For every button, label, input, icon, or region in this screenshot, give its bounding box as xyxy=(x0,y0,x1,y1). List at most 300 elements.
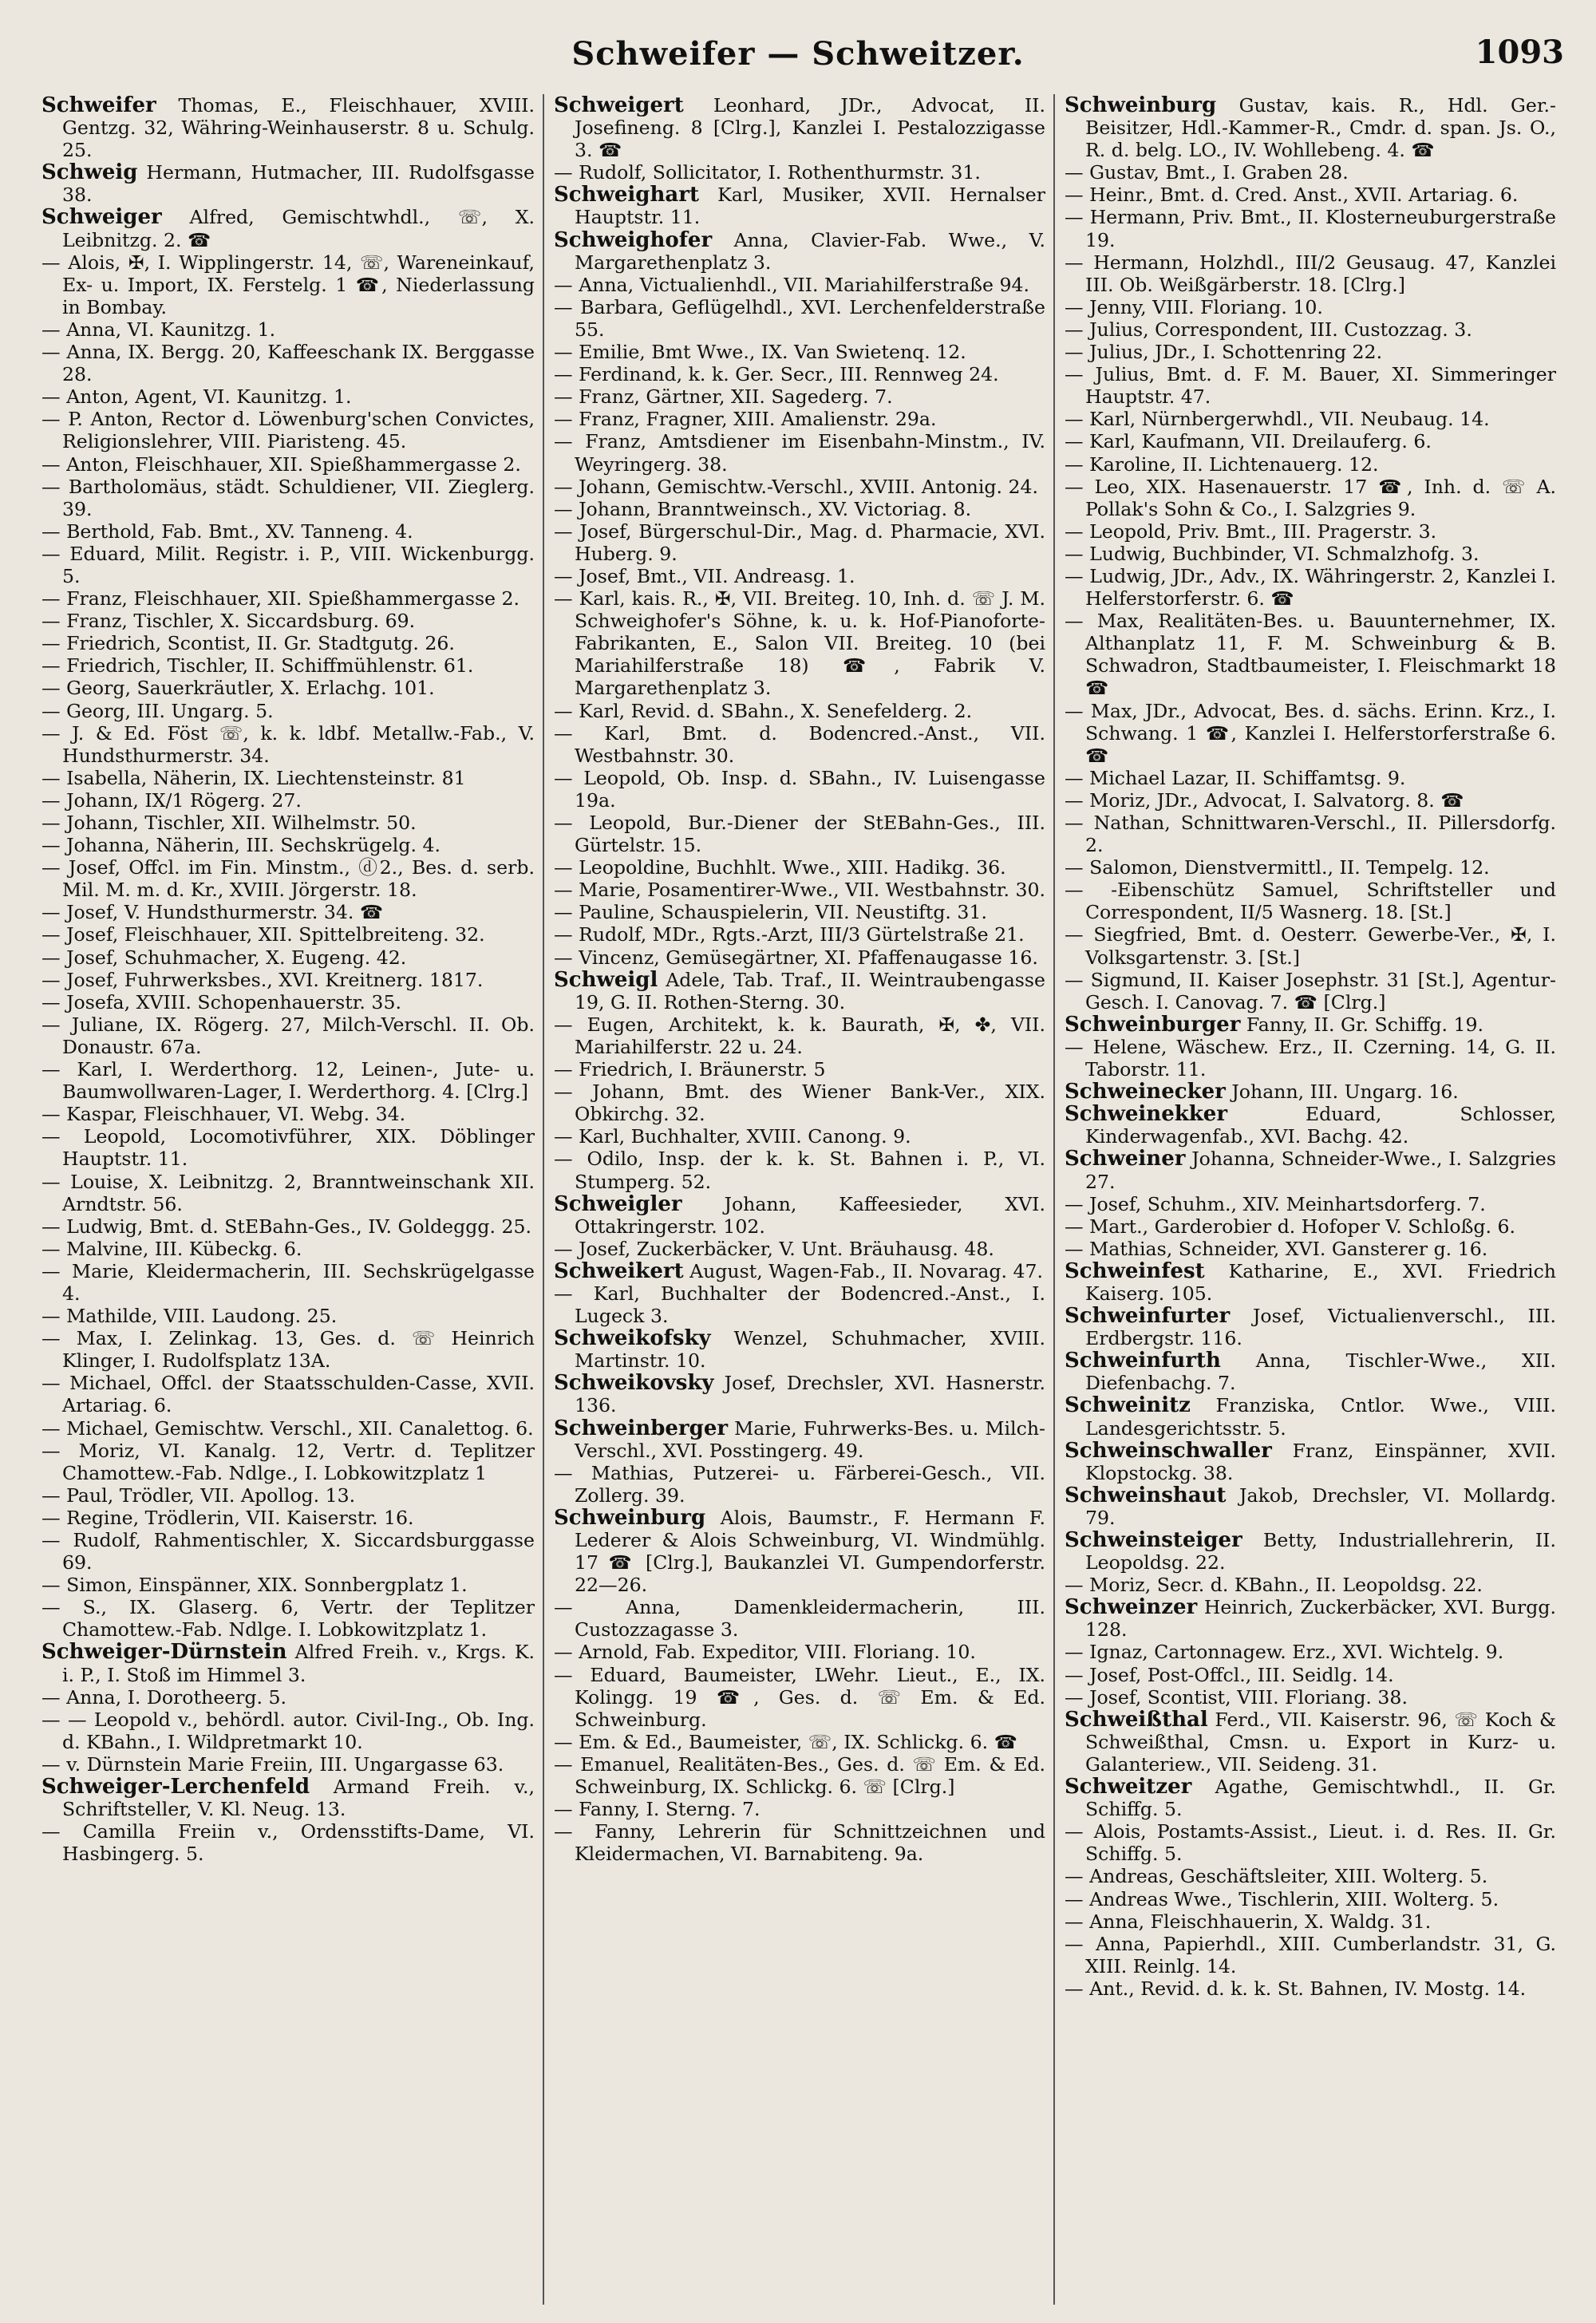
directory-entry xyxy=(554,767,1045,812)
entry-text: — Alois, Postamts-Assist., Lieut. i. d. Res. II. Gr. Schiffg. 5. xyxy=(1065,1820,1556,1866)
entry-text: Katharine, E., XVI. Friedrich Kaiserg. 105. xyxy=(1085,1259,1556,1305)
entry-text: Hermann, Hutmacher, III. Rudolfsgasse 38. xyxy=(62,161,535,207)
directory-entry xyxy=(41,385,535,408)
entry-text: Johanna, Schneider-Wwe., I. Salzgries 27. xyxy=(1085,1148,1556,1193)
entry-text: — Marie, Posamentirer-Wwe., VII. Westbahnstr. 30. xyxy=(554,879,1045,902)
directory-entry xyxy=(554,587,1045,699)
entry-text: — Ant., Revid. d. k. k. St. Bahnen, IV. Mostg. 14. xyxy=(1065,1977,1527,2000)
entry-text: — Karl, Bmt. d. Bodencred.-Anst., VII. Westbahnstr. 30. xyxy=(554,721,1045,767)
entry-text: — Karl, I. Werderthorg. 12, Leinen-, Jute- u. Baumwollwaren-Lager, I. Werderthorg. 4. [Clrg.] xyxy=(41,1058,535,1104)
directory-entry xyxy=(554,1507,1045,1596)
entry-text: — Josef, Schuhm., XIV. Meinhartsdorferg. 7. xyxy=(1065,1192,1486,1215)
entry-text: — Max, JDr., Advocat, Bes. d. sächs. Erinn. Krz., I. Schwang. 1 ☎, Kanzlei I. Helferstorferstraße 6. ☎ xyxy=(1065,699,1556,767)
directory-entry xyxy=(41,341,535,385)
directory-entry xyxy=(554,385,1045,408)
surname-heading: Schweigler xyxy=(554,1191,682,1216)
entry-text: — Sigmund, II. Kaiser Josephstr. 31 [St.], Agentur-Gesch. I. Canovag. 7. ☎ [Clrg.] xyxy=(1065,968,1556,1013)
entry-text: — Josef, Fleischhauer, XII. Spittelbreiteng. 32. xyxy=(41,923,485,946)
directory-entry xyxy=(1065,430,1556,452)
directory-entry xyxy=(41,1440,535,1484)
directory-entry xyxy=(554,1596,1045,1641)
directory-entry xyxy=(41,901,535,923)
entry-text: — Georg, Sauerkräutler, X. Erlachg. 101. xyxy=(41,677,435,700)
entry-text: — Jenny, VIII. Floriang. 10. xyxy=(1065,295,1323,318)
directory-entry xyxy=(41,408,535,452)
directory-entry xyxy=(554,901,1045,923)
directory-entry xyxy=(554,476,1045,498)
entry-text: — Max, I. Zelinkag. 13, Ges. d. ☏ Heinrich Klinger, I. Rudolfsplatz 13A. xyxy=(41,1327,535,1373)
directory-entry xyxy=(41,789,535,812)
directory-entry xyxy=(554,430,1045,475)
entry-text: Karl, Musiker, XVII. Hernalser Hauptstr. 11. xyxy=(575,184,1045,229)
directory-entry xyxy=(554,722,1045,767)
entry-text: — Johann, Tischler, XII. Wilhelmstr. 50. xyxy=(41,812,417,834)
directory-entry xyxy=(1065,1081,1556,1103)
directory-entry xyxy=(1065,1440,1556,1484)
directory-entry xyxy=(41,1305,535,1327)
directory-entry xyxy=(1065,1888,1556,1910)
directory-entry xyxy=(554,1372,1045,1416)
entry-text: — Berthold, Fab. Bmt., XV. Tanneng. 4. xyxy=(41,520,413,543)
directory-entry xyxy=(41,161,535,206)
entry-text: — — Leopold v., behördl. autor. Civil-Ing., Ob. Ing. d. KBahn., I. Wildpretmarkt 10. xyxy=(41,1708,535,1753)
directory-entry xyxy=(41,1417,535,1440)
directory-entry xyxy=(1065,1193,1556,1215)
entry-text: — Fanny, Lehrerin für Schnittzeichnen und Kleidermachen, VI. Barnabiteng. 9a. xyxy=(554,1820,1045,1866)
entry-text: — Alois, ✠, I. Wipplingerstr. 14, ☏, Wareneinkauf, Ex- u. Import, IX. Ferstelg. 1 ☎, Niederlassung in Bombay. xyxy=(41,251,535,318)
surname-heading: Schweikofsky xyxy=(554,1326,711,1351)
entry-text: — Eduard, Milit. Registr. i. P., VIII. Wickenburgg. 5. xyxy=(41,542,535,587)
entry-text: — Johanna, Näherin, III. Sechskrügelg. 4. xyxy=(41,834,440,857)
entry-text: Ferd., VII. Kaiserstr. 96, ☏ Koch & Schweißthal, Cmsn. u. Export in Kurz- u. Galanteriew., VII. Seideng. 31. xyxy=(1085,1708,1556,1776)
directory-entry xyxy=(1065,1596,1556,1641)
entry-text: — Paul, Trödler, VII. Apollog. 13. xyxy=(41,1483,356,1507)
directory-entry xyxy=(1065,251,1556,296)
directory-entry xyxy=(554,1238,1045,1260)
entry-text: — Moriz, JDr., Advocat, I. Salvatorg. 8. ☎ xyxy=(1065,788,1464,812)
entry-text: Marie, Fuhrwerks-Bes. u. Milch-Verschl., XVI. Posstingerg. 49. xyxy=(575,1416,1045,1462)
directory-entry xyxy=(1065,1686,1556,1709)
directory-entry xyxy=(1065,1865,1556,1887)
directory-entry xyxy=(1065,1148,1556,1192)
directory-entry xyxy=(41,610,535,632)
surname-heading: Schweiner xyxy=(1065,1147,1186,1171)
entry-text: — Friedrich, Scontist, II. Gr. Stadtgutg. 26. xyxy=(41,632,455,655)
page-number: 1093 xyxy=(1475,34,1564,71)
entry-text: Eduard, Schlosser, Kinderwagenfab., XVI. Bachg. 42. xyxy=(1085,1103,1556,1148)
directory-entry xyxy=(1065,923,1556,968)
directory-entry xyxy=(1065,1529,1556,1574)
entry-text: Johann, Kaffeesieder, XVI. Ottakringerstr. 102. xyxy=(575,1192,1045,1238)
directory-entry xyxy=(41,1372,535,1416)
directory-entry xyxy=(554,1327,1045,1372)
entry-text: — Josef, Post-Offcl., III. Seidlg. 14. xyxy=(1065,1663,1394,1686)
directory-entry xyxy=(41,1641,535,1685)
directory-entry xyxy=(554,1417,1045,1462)
directory-entry xyxy=(554,1081,1045,1125)
entry-text: — Anna, VI. Kaunitzg. 1. xyxy=(41,318,276,341)
running-head xyxy=(0,32,1596,88)
directory-entry xyxy=(554,1753,1045,1798)
surname-heading: Schweighofer xyxy=(554,227,713,252)
entry-text: — Simon, Einspänner, XIX. Sonnbergplatz 1. xyxy=(41,1574,468,1597)
directory-entry xyxy=(1065,1641,1556,1663)
entry-text: Josef, Victualienverschl., III. Erdbergstr. 116. xyxy=(1085,1305,1556,1350)
entry-text: Anna, Tischler-Wwe., XII. Diefenbachg. 7. xyxy=(1085,1349,1556,1395)
entry-text: — Andreas Wwe., Tischlerin, XIII. Wolterg. 5. xyxy=(1065,1887,1499,1910)
directory-entry xyxy=(41,834,535,856)
directory-entry xyxy=(554,229,1045,274)
directory-entry xyxy=(1065,969,1556,1013)
entry-text: — Friedrich, Tischler, II. Schiffmühlenstr. 61. xyxy=(41,654,474,678)
entry-text: — Leopoldine, Buchhlt. Wwe., XIII. Hadikg. 36. xyxy=(554,856,1006,879)
entry-text: Johann, III. Ungarg. 16. xyxy=(1225,1081,1459,1104)
directory-entry xyxy=(41,722,535,767)
directory-entry xyxy=(554,856,1045,879)
entry-text: — Josefa, XVIII. Schopenhauerstr. 35. xyxy=(41,990,401,1013)
entry-text: — Friedrich, I. Bräunerstr. 5 xyxy=(554,1058,826,1081)
entry-text: — Franz, Gärtner, XII. Sagederg. 7. xyxy=(554,385,893,409)
directory-entry xyxy=(554,1058,1045,1081)
surname-heading: Schweinburger xyxy=(1065,1012,1241,1037)
entry-text: — Josef, Offcl. im Fin. Minstm., ⓓ2., Bes. d. serb. Mil. M. m. d. Kr., XVIII. Jörgerstr. 18. xyxy=(41,856,535,902)
directory-entry xyxy=(41,476,535,520)
entry-text: — Karl, Buchhalter der Bodencred.-Anst., I. Lugeck 3. xyxy=(554,1282,1045,1328)
entry-text: — Josef, Bmt., VII. Andreasg. 1. xyxy=(554,564,855,587)
directory-entry xyxy=(1065,856,1556,879)
directory-entry xyxy=(1065,1709,1556,1776)
directory-entry xyxy=(41,677,535,699)
surname-heading: Schweifer xyxy=(41,94,156,117)
entry-text: — Karl, Buchhalter, XVIII. Canong. 9. xyxy=(554,1125,911,1148)
directory-entry xyxy=(41,543,535,587)
surname-heading: Schweiger-Dürnstein xyxy=(41,1640,287,1665)
entry-text: — Emanuel, Realitäten-Bes., Ges. d. ☏ Em. & Ed. Schweinburg, IX. Schlickg. 6. ☏ [Clrg.] xyxy=(554,1752,1045,1799)
directory-entry xyxy=(1065,1238,1556,1260)
column-middle xyxy=(543,94,1053,2305)
directory-entry xyxy=(1065,184,1556,206)
directory-entry xyxy=(554,700,1045,722)
directory-entry xyxy=(1065,1574,1556,1596)
entry-text: — Isabella, Näherin, IX. Liechtensteinstr. 81 xyxy=(41,766,466,789)
directory-entry xyxy=(1065,812,1556,856)
entry-text: — Heinr., Bmt. d. Cred. Anst., XVII. Artariag. 6. xyxy=(1065,184,1519,207)
surname-heading: Schweinschwaller xyxy=(1065,1438,1272,1463)
entry-text: Alfred, Gemischtwhdl., ☏, X. Leibnitzg. 2. ☎ xyxy=(62,206,535,251)
directory-entry xyxy=(1065,318,1556,341)
entry-text: — Anna, Victualienhdl., VII. Mariahilferstraße 94. xyxy=(554,273,1030,296)
entry-text: — Hermann, Priv. Bmt., II. Klosterneuburgerstraße 19. xyxy=(1065,206,1556,251)
surname-heading: Schweinfurth xyxy=(1065,1349,1221,1373)
directory-entry xyxy=(554,341,1045,363)
entry-text: Josef, Drechsler, XVI. Hasnerstr. 136. xyxy=(575,1372,1045,1417)
directory-entry xyxy=(554,1820,1045,1865)
entry-text: — Salomon, Dienstvermittl., II. Tempelg. 12. xyxy=(1065,856,1490,879)
entry-text: — Leopold, Priv. Bmt., III. Pragerstr. 3. xyxy=(1065,520,1437,543)
entry-text: — Ferdinand, k. k. Ger. Secr., III. Rennweg 24. xyxy=(554,363,999,386)
entry-text: Fanny, II. Gr. Schiffg. 19. xyxy=(1240,1013,1484,1036)
directory-entry xyxy=(1065,1394,1556,1439)
entry-text: — -Eibenschütz Samuel, Schriftsteller und Correspondent, II/5 Wasnerg. 18. [St.] xyxy=(1065,879,1556,924)
entry-text: — Michael Lazar, II. Schiffamtsg. 9. xyxy=(1065,766,1406,789)
directory-entry xyxy=(41,1125,535,1170)
entry-text: — Georg, III. Ungarg. 5. xyxy=(41,699,274,722)
directory-entry xyxy=(1065,1260,1556,1305)
directory-entry xyxy=(41,1686,535,1709)
directory-entry xyxy=(41,1753,535,1776)
directory-entry xyxy=(554,1641,1045,1663)
directory-entry xyxy=(41,1260,535,1305)
directory-entry xyxy=(554,1731,1045,1753)
directory-entry xyxy=(1065,1349,1556,1394)
entry-text: — Camilla Freiin v., Ordensstifts-Dame, VI. Hasbingerg. 5. xyxy=(41,1820,535,1866)
directory-entry xyxy=(1065,520,1556,543)
surname-heading: Schweigert xyxy=(554,94,684,117)
entry-text: — Malvine, III. Kübeckg. 6. xyxy=(41,1237,302,1260)
directory-entry xyxy=(41,654,535,677)
surname-heading: Schweinfest xyxy=(1065,1258,1205,1283)
directory-entry xyxy=(41,1238,535,1260)
entry-text: — Josef, Schuhmacher, X. Eugeng. 42. xyxy=(41,946,407,969)
directory-entry xyxy=(1065,476,1556,520)
entry-text: — Anna, Fleischhauerin, X. Waldg. 31. xyxy=(1065,1910,1432,1933)
directory-entry xyxy=(41,1529,535,1574)
entry-text: — Ignaz, Cartonnagew. Erz., XVI. Wichtelg. 9. xyxy=(1065,1641,1504,1664)
directory-entry xyxy=(554,408,1045,430)
directory-entry xyxy=(1065,161,1556,184)
directory-entry xyxy=(41,1596,535,1641)
surname-heading: Schweighart xyxy=(554,183,699,207)
directory-entry xyxy=(554,1798,1045,1820)
entry-text: — Johann, Branntweinsch., XV. Victoriag. 8. xyxy=(554,497,972,520)
entry-text: — Rudolf, Rahmentischler, X. Siccardsburggasse 69. xyxy=(41,1529,535,1574)
entry-text: Franz, Einspänner, XVII. Klopstockg. 38. xyxy=(1085,1439,1556,1484)
entry-text: — Anna, Damenkleidermacherin, III. Custozzagasse 3. xyxy=(554,1596,1045,1642)
entry-text: — Fanny, I. Sterng. 7. xyxy=(554,1798,760,1821)
directory-entry xyxy=(554,812,1045,856)
surname-heading: Schweinfurter xyxy=(1065,1304,1231,1329)
directory-entry xyxy=(554,879,1045,901)
entry-text: Agathe, Gemischtwhdl., II. Gr. Schiffg. 5. xyxy=(1085,1776,1556,1821)
directory-entry xyxy=(1065,1820,1556,1865)
directory-entry xyxy=(554,923,1045,946)
directory-entry xyxy=(41,700,535,722)
directory-entry xyxy=(554,969,1045,1013)
surname-heading: Schweig xyxy=(41,160,138,185)
entry-text: — Juliane, IX. Rögerg. 27, Milch-Verschl. II. Ob. Donaustr. 67a. xyxy=(41,1013,535,1058)
directory-entry xyxy=(41,1776,535,1820)
directory-entry xyxy=(41,946,535,969)
entry-text: — Anton, Agent, VI. Kaunitzg. 1. xyxy=(41,385,352,409)
directory-entry xyxy=(41,1484,535,1507)
entry-text: — Ludwig, JDr., Adv., IX. Währingerstr. 2, Kanzlei I. Helferstorferstr. 6. ☎ xyxy=(1065,564,1556,610)
directory-entry xyxy=(41,587,535,610)
entry-text: — Franz, Fragner, XIII. Amalienstr. 29a. xyxy=(554,408,937,431)
entry-text: — Moriz, VI. Kanalg. 12, Vertr. d. Teplitzer Chamottew.-Fab. Ndlge., I. Lobkowitzplatz 1 xyxy=(41,1439,535,1484)
directory-entry xyxy=(554,94,1045,161)
directory-entry xyxy=(1065,879,1556,923)
entry-text: — Louise, X. Leibnitzg. 2, Branntweinschank XII. Arndtstr. 56. xyxy=(41,1170,535,1215)
surname-heading: Schweißthal xyxy=(1065,1707,1208,1732)
entry-text: — Anton, Fleischhauer, XII. Spießhammergasse 2. xyxy=(41,452,521,476)
directory-entry xyxy=(554,1664,1045,1731)
entry-text: — Anna, IX. Bergg. 20, Kaffeeschank IX. Berggasse 28. xyxy=(41,341,535,386)
directory-entry xyxy=(1065,1910,1556,1933)
directory-entry xyxy=(554,1282,1045,1327)
surname-heading: Schweinsteiger xyxy=(1065,1528,1242,1552)
directory-entry xyxy=(554,274,1045,296)
directory-entry xyxy=(1065,1305,1556,1349)
entry-text: — Marie, Kleidermacherin, III. Sechskrügelgasse 4. xyxy=(41,1259,535,1305)
directory-entry xyxy=(554,1013,1045,1058)
entry-text: — Hermann, Holzhdl., III/2 Geusaug. 47, Kanzlei III. Ob. Weißgärberstr. 18. [Clrg.] xyxy=(1065,251,1556,296)
surname-heading: Schweinekker xyxy=(1065,1102,1228,1127)
directory-entry xyxy=(1065,1664,1556,1686)
entry-text: — Odilo, Insp. der k. k. St. Bahnen i. P., VI. Stumperg. 52. xyxy=(554,1148,1045,1193)
entry-text: — Franz, Tischler, X. Siccardsburg. 69. xyxy=(41,610,416,633)
entry-text: — Josef, Bürgerschul-Dir., Mag. d. Pharmacie, XVI. Huberg. 9. xyxy=(554,520,1045,565)
entry-text: — Mart., Garderobier d. Hofoper V. Schloßg. 6. xyxy=(1065,1215,1515,1238)
entry-text: — Josef, Scontist, VIII. Floriang. 38. xyxy=(1065,1685,1408,1709)
entry-text: — Regine, Trödlerin, VII. Kaiserstr. 16. xyxy=(41,1506,414,1529)
entry-text: Gustav, kais. R., Hdl. Ger.-Beisitzer, Hdl.-Kammer-R., Cmdr. d. span. Js. O., R. d. belg. LO., IV. Wohllebeng. 4. ☎ xyxy=(1085,94,1556,162)
surname-heading: Schweinecker xyxy=(1065,1080,1226,1104)
directory-entry xyxy=(41,812,535,834)
directory-entry xyxy=(554,1260,1045,1282)
directory-entry xyxy=(1065,1977,1556,2000)
directory-entry xyxy=(41,251,535,318)
entry-text: — Siegfried, Bmt. d. Oesterr. Gewerbe-Ver., ✠, I. Volksgartenstr. 3. [St.] xyxy=(1065,923,1556,969)
directory-entry xyxy=(554,1148,1045,1192)
entry-text: — Max, Realitäten-Bes. u. Bauunternehmer, IX. Althanplatz 11, F. M. Schweinburg & B. Schwadron, Stadtbaumeister, I. Fleischmarkt 18 ☎ xyxy=(1065,610,1556,700)
entry-text: — Arnold, Fab. Expeditor, VIII. Floriang. 10. xyxy=(554,1641,976,1664)
entry-text: — Eduard, Baumeister, LWehr. Lieut., E., IX. Kolingg. 19 ☎, Ges. d. ☏ Em. & Ed. Schweinburg. xyxy=(554,1663,1045,1731)
entry-text: Betty, Industriallehrerin, II. Leopoldsg. 22. xyxy=(1085,1529,1556,1574)
entry-text: — Karl, Revid. d. SBahn., X. Senefelderg. 2. xyxy=(554,699,973,722)
entry-text: — Julius, Correspondent, III. Custozzag. 3. xyxy=(1065,318,1472,341)
directory-entry xyxy=(1065,341,1556,363)
entry-text: Alois, Baumstr., F. Hermann F. Lederer & Alois Schweinburg, VI. Windmühlg. 17 ☎ [Clrg.], Baukanzlei VI. Gumpendorferstr. 22—26. xyxy=(575,1506,1045,1597)
entry-text: — Ludwig, Bmt. d. StEBahn-Ges., IV. Goldeggg. 25. xyxy=(41,1215,531,1238)
directory-entry xyxy=(1065,700,1556,767)
directory-entry xyxy=(41,856,535,901)
directory-entry xyxy=(41,767,535,789)
directory-entry xyxy=(41,453,535,476)
directory-entry xyxy=(41,1215,535,1238)
entry-text: — Anna, I. Dorotheerg. 5. xyxy=(41,1685,287,1709)
surname-heading: Schweinberger xyxy=(554,1416,729,1440)
directory-entry xyxy=(554,184,1045,228)
directory-entry xyxy=(41,1103,535,1125)
directory-entry xyxy=(1065,565,1556,610)
directory-entry xyxy=(554,498,1045,520)
directory-entry xyxy=(41,1820,535,1865)
entry-text: — Leo, XIX. Hasenauerstr. 17 ☎, Inh. d. ☏ A. Pollak's Sohn & Co., I. Salzgries 9. xyxy=(1065,475,1556,520)
directory-entry xyxy=(1065,1933,1556,1977)
entry-text: Heinrich, Zuckerbäcker, XVI. Burgg. 128. xyxy=(1085,1596,1556,1642)
directory-entry xyxy=(41,1171,535,1215)
entry-text: Thomas, E., Fleischhauer, XVIII. Gentzg. 32, Währing-Weinhauserstr. 8 u. Schulg. 25. xyxy=(62,94,535,162)
entry-text: — Mathias, Schneider, XVI. Gansterer g. 16. xyxy=(1065,1237,1488,1260)
entry-text: — Pauline, Schauspielerin, VII. Neustiftg. 31. xyxy=(554,901,987,924)
entry-text: — Vincenz, Gemüsegärtner, XI. Pfaffenaugasse 16. xyxy=(554,946,1038,969)
directory-entry xyxy=(554,1462,1045,1507)
entry-text: — Julius, JDr., I. Schottenring 22. xyxy=(1065,341,1383,364)
directory-entry xyxy=(41,923,535,946)
directory-entry xyxy=(41,1709,535,1753)
directory-entry xyxy=(1065,610,1556,699)
directory-entry xyxy=(41,1013,535,1058)
directory-entry xyxy=(1065,1776,1556,1820)
entry-text: — Mathias, Putzerei- u. Färberei-Gesch., VII. Zollerg. 39. xyxy=(554,1461,1045,1507)
entry-text: — Nathan, Schnittwaren-Verschl., II. Pillersdorfg. 2. xyxy=(1065,812,1556,857)
directory-columns xyxy=(32,94,1564,2305)
directory-entry xyxy=(554,296,1045,341)
entry-text: — S., IX. Glaserg. 6, Vertr. der Teplitzer Chamottew.-Fab. Ndlge. I. Lobkowitzplatz 1. xyxy=(41,1596,535,1642)
entry-text: — Gustav, Bmt., I. Graben 28. xyxy=(1065,161,1349,184)
directory-entry xyxy=(554,363,1045,385)
entry-text: — Kaspar, Fleischhauer, VI. Webg. 34. xyxy=(41,1103,406,1126)
surname-heading: Schweigl xyxy=(554,967,658,992)
directory-entry xyxy=(1065,789,1556,812)
entry-text: — Mathilde, VIII. Laudong. 25. xyxy=(41,1305,338,1328)
column-right xyxy=(1053,94,1564,2305)
directory-entry xyxy=(41,1058,535,1103)
entry-text: — Karl, Nürnbergerwhdl., VII. Neubaug. 14. xyxy=(1065,408,1490,431)
entry-text: — J. & Ed. Föst ☏, k. k. ldbf. Metallw.-Fab., V. Hundsthurmerstr. 34. xyxy=(41,721,535,767)
surname-heading: Schweinzer xyxy=(1065,1595,1198,1620)
directory-entry xyxy=(554,946,1045,969)
directory-entry xyxy=(1065,94,1556,161)
directory-entry xyxy=(1065,296,1556,318)
entry-text: — Michael, Offcl. der Staatsschulden-Casse, XVII. Artariag. 6. xyxy=(41,1372,535,1417)
directory-entry xyxy=(1065,1215,1556,1238)
entry-text: August, Wagen-Fab., II. Novarag. 47. xyxy=(683,1259,1043,1282)
column-left xyxy=(32,94,543,2305)
entry-text: — Josef, Fuhrwerksbes., XVI. Kreitnerg. 1817. xyxy=(41,968,484,991)
entry-text: Armand Freih. v., Schriftsteller, V. Kl. Neug. 13. xyxy=(62,1776,535,1821)
directory-entry xyxy=(41,1507,535,1529)
entry-text: — Moriz, Secr. d. KBahn., II. Leopoldsg. 22. xyxy=(1065,1574,1483,1597)
entry-text: — Rudolf, Sollicitator, I. Rothenthurmstr. 31. xyxy=(554,161,981,184)
entry-text: Wenzel, Schuhmacher, XVIII. Martinstr. 10. xyxy=(575,1327,1045,1373)
entry-text: — Emilie, Bmt Wwe., IX. Van Swietenq. 12. xyxy=(554,341,966,364)
directory-entry xyxy=(41,206,535,251)
directory-entry xyxy=(1065,1036,1556,1081)
entry-text: Jakob, Drechsler, VI. Mollardg. 79. xyxy=(1085,1483,1556,1529)
surname-heading: Schweikert xyxy=(554,1258,684,1283)
surname-heading: Schweinitz xyxy=(1065,1393,1191,1418)
surname-heading: Schweikovsky xyxy=(554,1371,714,1396)
entry-text: — Johann, Bmt. des Wiener Bank-Ver., XIX. Obkirchg. 32. xyxy=(554,1081,1045,1126)
surname-heading: Schweinshaut xyxy=(1065,1483,1227,1507)
directory-entry xyxy=(41,1574,535,1596)
directory-entry xyxy=(41,1327,535,1372)
entry-text: Leonhard, JDr., Advocat, II. Josefineng. 8 [Clrg.], Kanzlei I. Pestalozzigasse 3. ☎ xyxy=(575,94,1045,162)
page-title: Schweifer — Schweitzer. xyxy=(571,35,1025,73)
surname-heading: Schweiger-Lerchenfeld xyxy=(41,1775,310,1800)
directory-entry xyxy=(1065,1013,1556,1036)
directory-entry xyxy=(1065,206,1556,251)
entry-text: — Josef, V. Hundsthurmerstr. 34. ☎ xyxy=(41,901,384,924)
entry-text: — Leopold, Locomotivführer, XIX. Döblinger Hauptstr. 11. xyxy=(41,1125,535,1171)
entry-text: — Johann, IX/1 Rögerg. 27. xyxy=(41,788,302,812)
entry-text: — Helene, Wäschew. Erz., II. Czerning. 14, G. II. Taborstr. 11. xyxy=(1065,1035,1556,1081)
surname-heading: Schweinburg xyxy=(554,1505,706,1530)
entry-text: — v. Dürnstein Marie Freiin, III. Ungargasse 63. xyxy=(41,1752,504,1776)
directory-entry xyxy=(41,94,535,161)
entry-text: — Franz, Amtsdiener im Eisenbahn-Minstm., IV. Weyringerg. 38. xyxy=(554,430,1045,476)
